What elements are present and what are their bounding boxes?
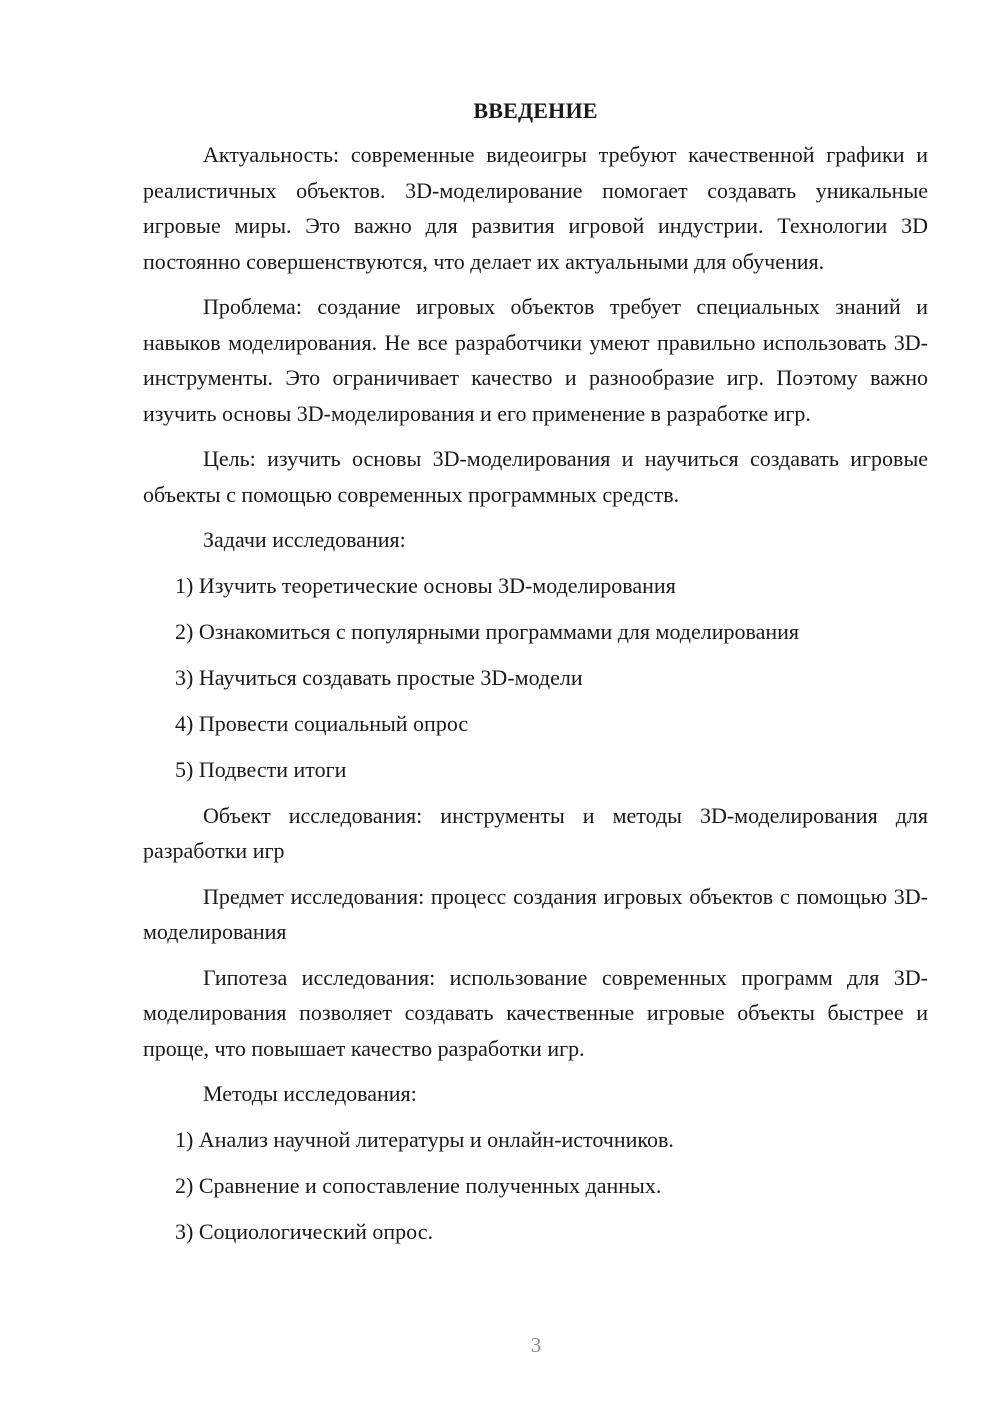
problem-paragraph: Проблема: создание игровых объектов требует специальных знаний и навыков моделирования. Не все разработчики умеют правильно использовать 3D-инструменты. Это ограничивает качество и разнообразие игр. Поэтому важно изучить основы 3D-моделирования и его применение в разработке игр. — [143, 294, 928, 426]
task-item: 1) Изучить теоретические основы 3D-моделирования — [175, 572, 676, 598]
method-item: 2) Сравнение и сопоставление полученных данных. — [175, 1172, 662, 1198]
task-item: 5) Подвести итоги — [175, 756, 347, 782]
task-item: 2) Ознакомиться с популярными программами для моделирования — [175, 618, 800, 644]
tasks-label: Задачи исследования: — [203, 527, 406, 552]
object-paragraph: Объект исследования: инструменты и методы 3D-моделирования для разработки игр — [143, 802, 928, 863]
task-item: 4) Провести социальный опрос — [175, 710, 469, 736]
subject-paragraph: Предмет исследования: процесс создания игровых объектов с помощью 3D-моделирования — [143, 883, 928, 944]
tasks-list — [143, 568, 928, 788]
relevance-paragraph: Актуальность: современные видеоигры требуют качественной графики и реалистичных объектов. 3D-моделирование помогает создавать уникальные игровые миры. Это важно для развития игровой индустрии. Технологии 3D постоянно совершенствуются, что делает их актуальными для обучения. — [143, 142, 928, 274]
method-item: 1) Анализ научной литературы и онлайн-источников. — [175, 1126, 674, 1152]
methods-label: Методы исследования: — [203, 1081, 417, 1106]
hypothesis-paragraph: Гипотеза исследования: использование современных программ для 3D-моделирования позволяет создавать качественные игровые объекты быстрее и проще, что повышает качество разработки игр. — [143, 964, 928, 1061]
page-number: 3 — [530, 1333, 542, 1357]
goal-paragraph: Цель: изучить основы 3D-моделирования и научиться создавать игровые объекты с помощью современных программных средств. — [143, 446, 928, 507]
method-item: 3) Социологический опрос. — [175, 1218, 433, 1244]
task-item: 3) Научиться создавать простые 3D-модели — [175, 664, 583, 690]
document-page — [143, 96, 928, 1260]
section-title: ВВЕДЕНИЕ — [473, 98, 598, 123]
methods-list — [143, 1122, 928, 1250]
